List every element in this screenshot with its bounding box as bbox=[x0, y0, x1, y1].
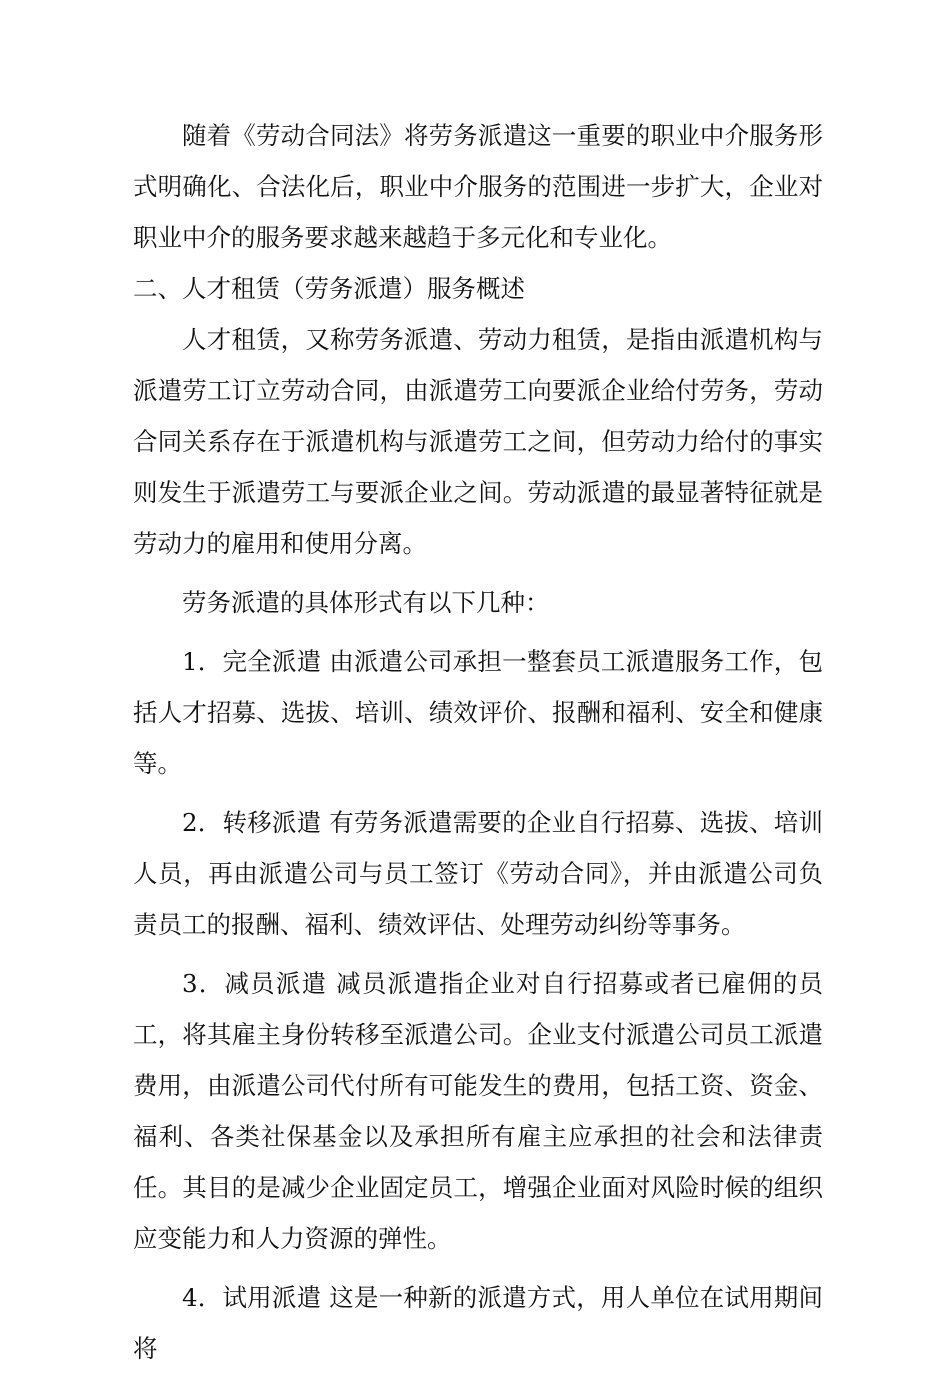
document-body bbox=[133, 110, 823, 1374]
paragraph-form-3: 3．减员派遣 减员派遣指企业对自行招募或者已雇佣的员工，将其雇主身份转移至派遣公司。企业支付派遣公司员工派遣费用，由派遣公司代付所有可能发生的费用，包括工资、资金、福利、各类社保基金以及承担所有雇主应承担的社会和法律责任。其目的是减少企业固定员工，增强企业面对风险时候的组织应变能力和人力资源的弹性。 bbox=[133, 969, 823, 1253]
paragraph-form-1: 1．完全派遣 由派遣公司承担一整套员工派遣服务工作，包括人才招募、选拔、培训、绩效评价、报酬和福利、安全和健康等。 bbox=[133, 647, 823, 778]
section-heading: 二、人才租赁（劳务派遣）服务概述 bbox=[133, 274, 525, 303]
paragraph-form-2: 2．转移派遣 有劳务派遣需要的企业自行招募、选拔、培训人员，再由派遣公司与员工签订《劳动合同》，并由派遣公司负责员工的报酬、福利、绩效评估、处理劳动纠纷等事务。 bbox=[133, 808, 823, 939]
paragraph-intro: 随着《劳动合同法》将劳务派遣这一重要的职业中介服务形式明确化、合法化后，职业中介服务的范围进一步扩大，企业对职业中介的服务要求越来越趋于多元化和专业化。 bbox=[133, 121, 823, 252]
paragraph-form-4: 4．试用派遣 这是一种新的派遣方式，用人单位在试用期间将 bbox=[133, 1283, 823, 1363]
paragraph-forms-intro: 劳务派遣的具体形式有以下几种： bbox=[182, 588, 550, 617]
paragraph-definition: 人才租赁，又称劳务派遣、劳动力租赁，是指由派遣机构与派遣劳工订立劳动合同，由派遣劳工向要派企业给付劳务，劳动合同关系存在于派遣机构与派遣劳工之间，但劳动力给付的事实则发生于派遣劳工与要派企业之间。劳动派遣的最显著特征就是劳动力的雇用和使用分离。 bbox=[133, 325, 823, 558]
